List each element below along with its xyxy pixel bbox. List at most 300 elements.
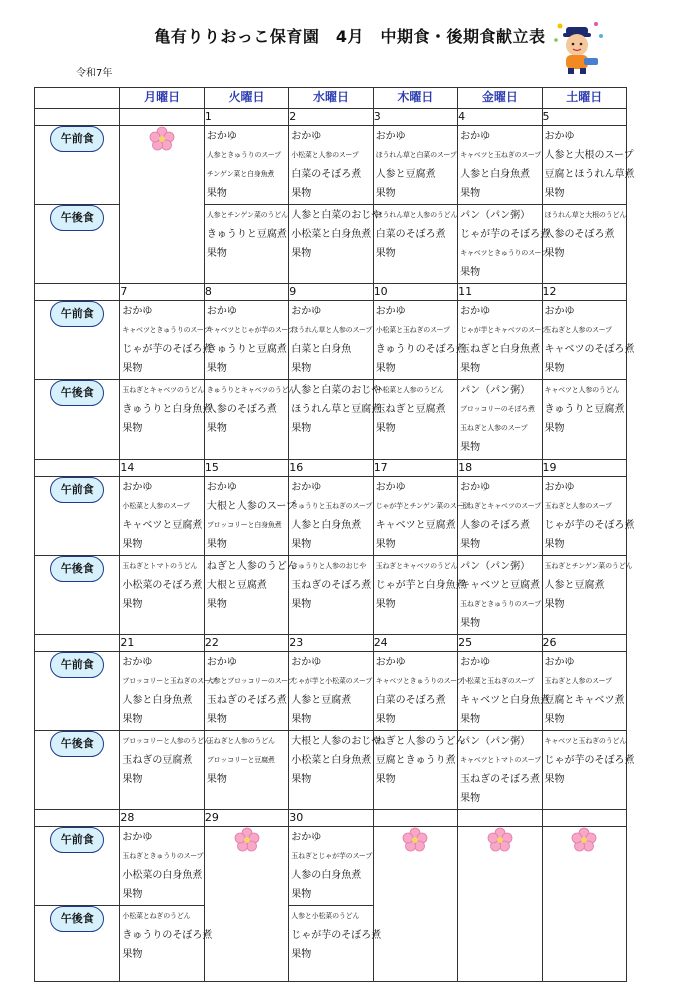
menu-item: おかゆ bbox=[291, 306, 322, 317]
menu-item: 果物 bbox=[460, 714, 481, 725]
menu-item: 果物 bbox=[206, 714, 227, 725]
menu-item: きゅうりと豆腐煮 bbox=[206, 229, 287, 240]
day-number: 18 bbox=[458, 460, 542, 477]
afternoon-menu-cell bbox=[373, 205, 457, 284]
weekday-friday: 金曜日 bbox=[458, 88, 542, 109]
menu-item: ほうれん草と豆腐煮 bbox=[291, 404, 382, 415]
menu-item: 人参と豆腐煮 bbox=[375, 169, 436, 180]
menu-item: 人参のそぼろ煮 bbox=[544, 229, 615, 240]
menu-item: 豆腐とキャベツ煮 bbox=[544, 695, 625, 706]
morning-meal-row bbox=[35, 301, 627, 380]
day-number: 1 bbox=[204, 109, 288, 126]
morning-menu-cell bbox=[289, 827, 373, 906]
date-row-blank bbox=[35, 284, 120, 301]
morning-menu-cell bbox=[120, 477, 204, 556]
menu-item: 果物 bbox=[544, 363, 565, 374]
menu-item: ほうれん草と大根のうどん bbox=[544, 211, 627, 219]
date-row bbox=[35, 109, 627, 126]
morning-menu-cell bbox=[542, 301, 635, 380]
menu-item: 果物 bbox=[206, 539, 227, 550]
menu-item: 大根と人参のスープ bbox=[206, 501, 296, 512]
morning-menu-cell bbox=[289, 301, 373, 380]
menu-item: 玉ねぎときゅうりのスープ bbox=[460, 600, 542, 608]
morning-menu-cell bbox=[458, 301, 548, 380]
morning-menu-cell bbox=[373, 301, 466, 380]
morning-meal-label: 午前食 bbox=[50, 301, 104, 327]
menu-item: じゃが芋と白身魚煮 bbox=[375, 580, 466, 591]
menu-item: 果物 bbox=[206, 774, 227, 785]
era-year: 令和7年 bbox=[76, 68, 113, 79]
day-number: 4 bbox=[458, 109, 542, 126]
menu-item: 果物 bbox=[291, 949, 312, 960]
menu-item: 人参と豆腐煮 bbox=[291, 695, 352, 706]
menu-item: おかゆ bbox=[291, 131, 322, 142]
morning-menu-cell bbox=[120, 652, 217, 731]
menu-item: 人参ときゅうりのスープ bbox=[206, 151, 281, 159]
afternoon-menu-cell bbox=[289, 731, 382, 810]
menu-item: 果物 bbox=[544, 248, 565, 259]
morning-meal-row bbox=[35, 126, 627, 205]
meal-label-cell bbox=[35, 126, 120, 205]
menu-item: 人参と白菜のおじや bbox=[291, 385, 382, 396]
menu-item: 玉ねぎとキャベツのうどん bbox=[122, 386, 205, 394]
morning-menu-cell bbox=[289, 126, 373, 205]
menu-item: 果物 bbox=[460, 188, 481, 199]
menu-item: 果物 bbox=[291, 774, 312, 785]
day-number: 29 bbox=[204, 810, 288, 827]
afternoon-menu-cell bbox=[289, 380, 382, 460]
afternoon-menu-cell bbox=[542, 556, 633, 635]
meal-label-cell bbox=[35, 380, 120, 460]
morning-menu-cell bbox=[289, 477, 373, 556]
menu-item: 果物 bbox=[122, 774, 143, 785]
menu-item: 果物 bbox=[122, 539, 143, 550]
menu-item: パン（パン粥） bbox=[460, 736, 531, 747]
menu-item: おかゆ bbox=[544, 657, 575, 668]
afternoon-menu-cell bbox=[458, 205, 551, 284]
menu-item: 果物 bbox=[544, 423, 565, 434]
menu-item: おかゆ bbox=[375, 657, 406, 668]
afternoon-meal-label: 午後食 bbox=[50, 731, 104, 757]
holiday-cell bbox=[458, 827, 542, 982]
morning-menu-cell bbox=[542, 477, 635, 556]
menu-item: 小松菜と人参のスープ bbox=[291, 151, 359, 159]
menu-item: おかゆ bbox=[122, 657, 153, 668]
menu-item: 果物 bbox=[544, 714, 565, 725]
morning-menu-cell bbox=[120, 301, 213, 380]
menu-item: ブロッコリーのそぼろ煮 bbox=[460, 405, 535, 413]
menu-item: ねぎと人参のうどん bbox=[206, 561, 297, 572]
menu-item: 果物 bbox=[206, 248, 227, 259]
day-number: 22 bbox=[204, 635, 288, 652]
menu-item: ねぎと人参のうどん bbox=[375, 736, 466, 747]
menu-item: おかゆ bbox=[544, 131, 575, 142]
menu-item: おかゆ bbox=[460, 306, 491, 317]
afternoon-menu-cell bbox=[289, 556, 373, 635]
menu-item: おかゆ bbox=[206, 306, 237, 317]
menu-item: 果物 bbox=[375, 714, 396, 725]
afternoon-meal-row bbox=[35, 731, 627, 810]
date-row-blank bbox=[35, 109, 120, 126]
afternoon-menu-cell bbox=[542, 380, 626, 460]
menu-item: 小松菜と玉ねぎのスープ bbox=[375, 326, 450, 334]
menu-item: 小松菜と人参のスープ bbox=[122, 502, 190, 510]
menu-item: きゅうりと人参のおじや bbox=[291, 562, 367, 570]
sakura-flower-icon bbox=[487, 827, 513, 853]
weekday-monday: 月曜日 bbox=[120, 88, 204, 109]
menu-item: じゃが芋のそぼろ煮 bbox=[291, 930, 382, 941]
menu-item: 果物 bbox=[291, 188, 312, 199]
menu-item: きゅうりのそぼろ煮 bbox=[375, 344, 466, 355]
morning-menu-cell bbox=[542, 126, 635, 205]
afternoon-menu-cell bbox=[289, 906, 382, 982]
menu-item: おかゆ bbox=[291, 657, 322, 668]
morning-menu-cell bbox=[204, 126, 288, 205]
menu-item: 大根と豆腐煮 bbox=[206, 580, 267, 591]
menu-item: 人参と白身魚煮 bbox=[291, 520, 362, 531]
menu-item: チンゲン菜と白身魚煮 bbox=[206, 170, 275, 178]
day-number: 19 bbox=[542, 460, 626, 477]
menu-item: 果物 bbox=[460, 618, 481, 629]
morning-meal-label: 午前食 bbox=[50, 126, 104, 152]
menu-item: 果物 bbox=[122, 714, 143, 725]
afternoon-menu-cell bbox=[373, 556, 466, 635]
date-row bbox=[35, 284, 627, 301]
holiday-cell bbox=[120, 126, 204, 284]
menu-item: 果物 bbox=[291, 363, 312, 374]
day-number bbox=[542, 810, 626, 827]
menu-item: 人参と白身魚煮 bbox=[122, 695, 193, 706]
menu-item: 果物 bbox=[122, 423, 143, 434]
menu-item: 玉ねぎと人参のスープ bbox=[544, 677, 612, 685]
sakura-flower-icon bbox=[149, 126, 175, 152]
sakura-flower-icon bbox=[571, 827, 597, 853]
menu-item: キャベツと玉ねぎのスープ bbox=[460, 151, 542, 159]
day-number: 2 bbox=[289, 109, 373, 126]
header-blank bbox=[35, 88, 120, 109]
day-number: 7 bbox=[120, 284, 204, 301]
menu-item: 人参と白菜のおじや bbox=[291, 210, 382, 221]
weekday-wednesday: 水曜日 bbox=[289, 88, 373, 109]
day-number: 12 bbox=[542, 284, 626, 301]
menu-item: おかゆ bbox=[375, 131, 406, 142]
menu-item: ほうれん草と人参のうどん bbox=[375, 211, 458, 219]
menu-item: 小松菜とねぎのうどん bbox=[122, 912, 191, 920]
menu-item: きゅうりと玉ねぎのスープ bbox=[291, 502, 373, 510]
menu-item: じゃが芋のそぼろ煮 bbox=[122, 344, 213, 355]
date-row bbox=[35, 810, 627, 827]
afternoon-menu-cell bbox=[120, 906, 213, 982]
menu-item: 果物 bbox=[460, 442, 481, 453]
day-number: 16 bbox=[289, 460, 373, 477]
menu-item: 玉ねぎと人参のスープ bbox=[544, 326, 612, 334]
afternoon-menu-cell bbox=[373, 731, 466, 810]
day-number: 25 bbox=[458, 635, 542, 652]
day-number: 30 bbox=[289, 810, 373, 827]
afternoon-menu-cell bbox=[542, 731, 635, 810]
day-number bbox=[120, 109, 204, 126]
menu-item: 果物 bbox=[206, 423, 227, 434]
menu-item: 白菜のそぼろ煮 bbox=[375, 695, 446, 706]
day-number: 10 bbox=[373, 284, 457, 301]
menu-item: 玉ねぎとキャベツのスープ bbox=[460, 502, 542, 510]
menu-item: 果物 bbox=[122, 949, 143, 960]
menu-item: おかゆ bbox=[122, 832, 153, 843]
day-number: 24 bbox=[373, 635, 457, 652]
menu-item: じゃが芋と小松菜のスープ bbox=[291, 677, 373, 685]
meal-label-cell bbox=[35, 731, 120, 810]
afternoon-meal-row bbox=[35, 556, 627, 635]
menu-item: おかゆ bbox=[375, 482, 406, 493]
menu-item: 玉ねぎと白身魚煮 bbox=[460, 344, 541, 355]
menu-item: 果物 bbox=[122, 363, 143, 374]
menu-item: じゃが芋のそぼろ煮 bbox=[544, 520, 635, 531]
menu-item: 小松菜と白身魚煮 bbox=[291, 755, 372, 766]
menu-item: キャベツと豆腐煮 bbox=[375, 520, 456, 531]
menu-item: 小松菜と玉ねぎのスープ bbox=[460, 677, 535, 685]
morning-menu-cell bbox=[120, 827, 204, 906]
morning-menu-cell bbox=[373, 652, 464, 731]
menu-item: 果物 bbox=[460, 363, 481, 374]
afternoon-meal-row bbox=[35, 380, 627, 460]
menu-item: おかゆ bbox=[206, 657, 237, 668]
menu-item: 小松菜と白身魚煮 bbox=[291, 229, 372, 240]
menu-item: 果物 bbox=[291, 889, 312, 900]
menu-item: 果物 bbox=[206, 599, 227, 610]
menu-item: 玉ねぎのそぼろ煮 bbox=[206, 695, 287, 706]
menu-item: おかゆ bbox=[206, 131, 237, 142]
menu-item: 果物 bbox=[122, 889, 143, 900]
morning-menu-cell bbox=[458, 477, 542, 556]
afternoon-menu-cell bbox=[204, 380, 296, 460]
menu-item: きゅうりと豆腐煮 bbox=[206, 344, 287, 355]
menu-item: 果物 bbox=[291, 599, 312, 610]
afternoon-menu-cell bbox=[120, 731, 211, 810]
menu-item: 人参とチンゲン菜のうどん bbox=[206, 211, 288, 219]
menu-item: 果物 bbox=[544, 774, 565, 785]
afternoon-menu-cell bbox=[120, 556, 204, 635]
meal-label-cell bbox=[35, 827, 120, 906]
menu-item: 人参と大根のスープ bbox=[544, 150, 634, 161]
morning-menu-cell bbox=[458, 652, 551, 731]
afternoon-meal-label: 午後食 bbox=[50, 380, 104, 406]
meal-label-cell bbox=[35, 652, 120, 731]
menu-item: 果物 bbox=[375, 599, 396, 610]
menu-item: キャベツときゅうりのスープ bbox=[122, 326, 211, 334]
menu-item: キャベツと豆腐煮 bbox=[122, 520, 203, 531]
date-row-blank bbox=[35, 635, 120, 652]
morning-meal-label: 午前食 bbox=[50, 827, 104, 853]
menu-item: 玉ねぎとキャベツのうどん bbox=[375, 562, 458, 570]
menu-item: おかゆ bbox=[460, 482, 491, 493]
menu-item: ほうれん草と白菜のスープ bbox=[375, 151, 457, 159]
menu-item: キャベツと玉ねぎのうどん bbox=[544, 737, 627, 745]
menu-item: キャベツときゅうりのスープ bbox=[375, 677, 464, 685]
day-number: 23 bbox=[289, 635, 373, 652]
sakura-flower-icon bbox=[402, 827, 428, 853]
menu-item: おかゆ bbox=[460, 657, 491, 668]
menu-item: 玉ねぎとトマトのうどん bbox=[122, 562, 198, 570]
afternoon-meal-label: 午後食 bbox=[50, 205, 104, 231]
afternoon-menu-cell bbox=[120, 380, 213, 460]
page-title: 亀有りりおっこ保育園 4月 中期食・後期食献立表 bbox=[154, 27, 546, 46]
menu-item: 玉ねぎの豆腐煮 bbox=[122, 755, 193, 766]
day-number: 11 bbox=[458, 284, 542, 301]
menu-item: おかゆ bbox=[375, 306, 406, 317]
afternoon-meal-label: 午後食 bbox=[50, 906, 104, 932]
day-number: 14 bbox=[120, 460, 204, 477]
menu-item: 人参と白身魚煮 bbox=[460, 169, 531, 180]
menu-item: 玉ねぎと人参のスープ bbox=[544, 502, 612, 510]
menu-item: 果物 bbox=[375, 539, 396, 550]
menu-item: じゃが芋のそぼろ煮 bbox=[460, 229, 551, 240]
meal-label-cell bbox=[35, 205, 120, 284]
weekday-thursday: 木曜日 bbox=[373, 88, 457, 109]
afternoon-menu-cell bbox=[458, 731, 542, 810]
menu-item: おかゆ bbox=[122, 306, 153, 317]
morning-menu-cell bbox=[289, 652, 373, 731]
menu-item: おかゆ bbox=[291, 832, 322, 843]
afternoon-menu-cell bbox=[289, 205, 382, 284]
meal-label-cell bbox=[35, 477, 120, 556]
afternoon-meal-label: 午後食 bbox=[50, 556, 104, 582]
afternoon-menu-cell bbox=[204, 556, 297, 635]
menu-item: ブロッコリーと白身魚煮 bbox=[206, 521, 282, 529]
menu-item: 果物 bbox=[375, 774, 396, 785]
menu-item: じゃが芋とキャベツのスープ bbox=[460, 326, 548, 334]
menu-item: 果物 bbox=[206, 188, 227, 199]
menu-item: 小松菜の白身魚煮 bbox=[122, 870, 203, 881]
date-row bbox=[35, 635, 627, 652]
morning-menu-cell bbox=[373, 126, 457, 205]
menu-item: パン（パン粥） bbox=[460, 385, 531, 396]
menu-item: パン（パン粥） bbox=[460, 561, 531, 572]
menu-item: 小松菜と人参のうどん bbox=[375, 386, 444, 394]
day-number: 3 bbox=[373, 109, 457, 126]
date-row bbox=[35, 460, 627, 477]
menu-item: おかゆ bbox=[122, 482, 153, 493]
mascot-illustration bbox=[552, 18, 606, 76]
menu-item: 果物 bbox=[291, 248, 312, 259]
menu-item: ブロッコリーと豆腐煮 bbox=[206, 756, 275, 764]
day-number: 26 bbox=[542, 635, 626, 652]
morning-meal-row bbox=[35, 477, 627, 556]
afternoon-menu-cell bbox=[542, 205, 626, 284]
meal-label-cell bbox=[35, 906, 120, 982]
menu-item: 玉ねぎとじゃが芋のスープ bbox=[291, 852, 373, 860]
day-number: 8 bbox=[204, 284, 288, 301]
menu-item: キャベツのそぼろ煮 bbox=[544, 344, 635, 355]
weekday-tuesday: 火曜日 bbox=[204, 88, 288, 109]
menu-item: 玉ねぎと人参のスープ bbox=[460, 424, 528, 432]
menu-item: 人参とブロッコリーのスープ bbox=[206, 677, 295, 685]
date-row-blank bbox=[35, 460, 120, 477]
menu-item: きゅうりと豆腐煮 bbox=[544, 404, 625, 415]
menu-item: きゅうりと白身魚煮 bbox=[122, 404, 213, 415]
menu-item: おかゆ bbox=[544, 482, 575, 493]
menu-item: 果物 bbox=[291, 714, 312, 725]
menu-item: 白菜と白身魚 bbox=[291, 344, 352, 355]
afternoon-menu-cell bbox=[204, 205, 288, 284]
menu-item: 果物 bbox=[291, 539, 312, 550]
afternoon-menu-cell bbox=[204, 731, 288, 810]
menu-item: 白菜のそぼろ煮 bbox=[291, 169, 362, 180]
holiday-cell bbox=[204, 827, 288, 982]
menu-item: 小松菜のそぼろ煮 bbox=[122, 580, 203, 591]
weekday-saturday: 土曜日 bbox=[542, 88, 626, 109]
holiday-cell bbox=[373, 827, 457, 982]
menu-item: 玉ねぎと豆腐煮 bbox=[375, 404, 446, 415]
menu-item: 果物 bbox=[375, 248, 396, 259]
menu-item: 人参の白身魚煮 bbox=[291, 870, 362, 881]
day-number: 17 bbox=[373, 460, 457, 477]
day-number bbox=[373, 810, 457, 827]
menu-item: きゅうりのそぼろ煮 bbox=[122, 930, 213, 941]
menu-item: 豆腐ときゅうり煮 bbox=[375, 755, 456, 766]
menu-item: 果物 bbox=[206, 363, 227, 374]
menu-item: ほうれん草と人参のスープ bbox=[291, 326, 373, 334]
menu-item: 人参のそぼろ煮 bbox=[460, 520, 531, 531]
date-row-blank bbox=[35, 810, 120, 827]
meal-label-cell bbox=[35, 556, 120, 635]
menu-item: 果物 bbox=[375, 423, 396, 434]
menu-item: キャベツとじゃが芋のスープ bbox=[206, 326, 295, 334]
menu-item: 豆腐とほうれん草煮 bbox=[544, 169, 635, 180]
menu-item: 大根と人参のおじや bbox=[291, 736, 382, 747]
morning-menu-cell bbox=[373, 477, 470, 556]
menu-item: きゅうりとキャベツのうどん bbox=[206, 386, 296, 394]
menu-item: ブロッコリーと玉ねぎのスープ bbox=[122, 677, 217, 685]
menu-item: 果物 bbox=[122, 599, 143, 610]
menu-item: 果物 bbox=[460, 539, 481, 550]
menu-item: 玉ねぎとチンゲン菜のうどん bbox=[544, 562, 633, 570]
menu-item: 果物 bbox=[544, 539, 565, 550]
morning-menu-cell bbox=[204, 477, 296, 556]
menu-item: じゃが芋のそぼろ煮 bbox=[544, 755, 635, 766]
morning-menu-cell bbox=[458, 126, 542, 205]
morning-menu-cell bbox=[204, 301, 295, 380]
day-number: 5 bbox=[542, 109, 626, 126]
menu-item: キャベツときゅうりのスープ bbox=[460, 249, 548, 257]
morning-meal-row bbox=[35, 827, 627, 906]
menu-item: 人参と小松菜のうどん bbox=[291, 912, 360, 920]
menu-item: おかゆ bbox=[460, 131, 491, 142]
day-number: 9 bbox=[289, 284, 373, 301]
menu-item: 果物 bbox=[460, 793, 481, 804]
menu-item: じゃが芋とチンゲン菜のスープ bbox=[375, 502, 470, 510]
weekday-header-row bbox=[35, 88, 627, 109]
menu-item: おかゆ bbox=[291, 482, 322, 493]
menu-item: パン（パン粥） bbox=[460, 210, 531, 221]
menu-item: キャベツと人参のうどん bbox=[544, 386, 620, 394]
menu-item: 玉ねぎときゅうりのスープ bbox=[122, 852, 204, 860]
day-number: 21 bbox=[120, 635, 204, 652]
menu-item: 果物 bbox=[544, 188, 565, 199]
menu-item: 果物 bbox=[375, 363, 396, 374]
menu-item: 玉ねぎと人参のうどん bbox=[206, 737, 275, 745]
menu-item: 果物 bbox=[460, 267, 481, 278]
morning-menu-cell bbox=[542, 652, 626, 731]
morning-meal-label: 午前食 bbox=[50, 652, 104, 678]
menu-item: 人参のそぼろ煮 bbox=[206, 404, 277, 415]
menu-item: 玉ねぎのそぼろ煮 bbox=[291, 580, 372, 591]
menu-item: 果物 bbox=[375, 188, 396, 199]
menu-table bbox=[34, 87, 635, 982]
morning-meal-label: 午前食 bbox=[50, 477, 104, 503]
menu-item: おかゆ bbox=[206, 482, 237, 493]
holiday-cell bbox=[542, 827, 626, 982]
menu-item: おかゆ bbox=[544, 306, 575, 317]
